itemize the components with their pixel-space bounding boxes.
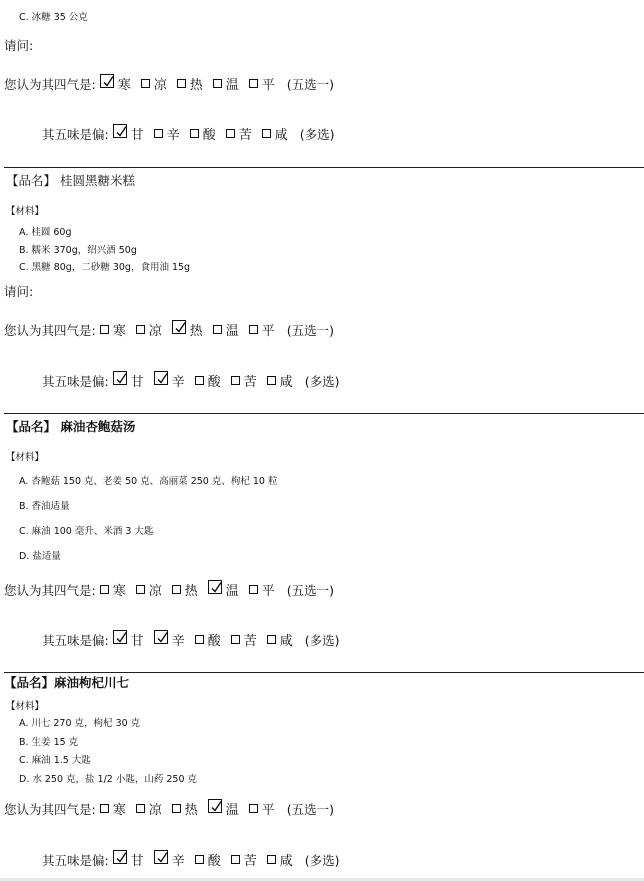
option-label: 辛: [171, 375, 185, 390]
five-flavor-label: 其五味是偏:: [42, 373, 109, 389]
checkbox-option[interactable]: [154, 630, 185, 649]
five-flavor-label: 其五味是偏:: [42, 632, 109, 648]
checkbox-option[interactable]: [231, 850, 257, 869]
option-label: 凉: [148, 803, 162, 818]
option-label: 酸: [202, 128, 216, 143]
unchecked-box-icon[interactable]: [172, 585, 181, 594]
option-label: 寒: [112, 584, 126, 599]
checkbox-option[interactable]: [172, 799, 198, 818]
option-label: 温: [225, 78, 239, 93]
section-divider: [4, 413, 644, 414]
four-qi-label: 您认为其四气是:: [4, 582, 96, 598]
unchecked-box-icon[interactable]: [249, 325, 258, 334]
checkbox-option[interactable]: [249, 74, 275, 93]
four-qi-label: 您认为其四气是:: [4, 322, 96, 338]
checkbox-option[interactable]: [226, 124, 252, 143]
option-label: 热: [189, 324, 203, 339]
option-label: 酸: [207, 634, 221, 649]
checked-box-icon[interactable]: [208, 580, 222, 594]
checked-box-icon[interactable]: [208, 799, 222, 813]
checkbox-option[interactable]: [100, 74, 131, 93]
option-label: 凉: [148, 584, 162, 599]
four-qi-note: (五选一): [286, 801, 335, 817]
option-label: 苦: [238, 128, 252, 143]
checkbox-option[interactable]: [113, 630, 144, 649]
material-item: A. 桂圆 60g: [19, 227, 72, 238]
option-label: 平: [261, 803, 275, 818]
option-label: 热: [184, 803, 198, 818]
materials-label: 【材料】: [6, 206, 45, 217]
checkbox-option[interactable]: [213, 74, 239, 93]
option-label: 辛: [166, 128, 180, 143]
checkbox-option[interactable]: [249, 799, 275, 818]
option-label: 甘: [130, 128, 144, 143]
checked-box-icon[interactable]: [113, 124, 127, 138]
four-qi-row: [4, 580, 334, 599]
option-label: 酸: [207, 375, 221, 390]
checkbox-option[interactable]: [262, 124, 288, 143]
option-label: 酸: [207, 854, 221, 869]
five-flavor-label: 其五味是偏:: [42, 852, 109, 868]
materials-label: 【材料】: [6, 452, 45, 463]
checked-box-icon[interactable]: [113, 630, 127, 644]
unchecked-box-icon[interactable]: [195, 635, 204, 644]
five-flavor-label: 其五味是偏:: [42, 126, 109, 142]
option-label: 凉: [148, 324, 162, 339]
unchecked-box-icon[interactable]: [249, 79, 258, 88]
checkbox-option[interactable]: [154, 124, 180, 143]
unchecked-box-icon[interactable]: [226, 129, 235, 138]
checkbox-option[interactable]: [141, 74, 167, 93]
five-flavor-row: [42, 850, 340, 869]
checkbox-option[interactable]: [195, 630, 221, 649]
unchecked-box-icon[interactable]: [136, 804, 145, 813]
four-qi-label: 您认为其四气是:: [4, 801, 96, 817]
option-label: 平: [261, 78, 275, 93]
option-label: 甘: [130, 634, 144, 649]
checked-box-icon[interactable]: [154, 371, 168, 385]
checkbox-option[interactable]: [100, 799, 126, 818]
four-qi-row: [4, 320, 334, 339]
recipe-title: 【品名】 麻油杏鲍菇汤: [6, 419, 136, 434]
material-item: D. 水 250 克，盐 1/2 小匙，山药 250 克: [19, 774, 198, 785]
unchecked-box-icon[interactable]: [195, 855, 204, 864]
checkbox-option[interactable]: [100, 580, 126, 599]
option-label: 苦: [243, 854, 257, 869]
checkbox-option[interactable]: [154, 850, 185, 869]
recipe-title: 【品名】 桂圆黑糖米糕: [6, 173, 135, 188]
checkbox-option[interactable]: [136, 320, 162, 339]
checkbox-option[interactable]: [208, 580, 239, 599]
four-qi-row: [4, 799, 334, 818]
option-label: 苦: [243, 634, 257, 649]
checkbox-option[interactable]: [113, 850, 144, 869]
checkbox-option[interactable]: [172, 320, 203, 339]
checkbox-option[interactable]: [136, 799, 162, 818]
checkbox-option[interactable]: [136, 580, 162, 599]
unchecked-box-icon[interactable]: [267, 855, 276, 864]
unchecked-box-icon[interactable]: [249, 585, 258, 594]
checkbox-option[interactable]: [100, 320, 126, 339]
five-flavor-note: (多选): [299, 126, 335, 142]
option-label: 热: [184, 584, 198, 599]
checked-box-icon[interactable]: [172, 320, 186, 334]
unchecked-box-icon[interactable]: [136, 585, 145, 594]
option-label: 甘: [130, 854, 144, 869]
unchecked-box-icon[interactable]: [267, 376, 276, 385]
checkbox-option[interactable]: [190, 124, 216, 143]
four-qi-note: (五选一): [286, 582, 335, 598]
option-label: 甘: [130, 375, 144, 390]
option-label: 辛: [171, 854, 185, 869]
material-item: C. 麻油 1.5 大匙: [19, 755, 91, 766]
unchecked-box-icon[interactable]: [267, 635, 276, 644]
unchecked-box-icon[interactable]: [100, 325, 109, 334]
checkbox-option[interactable]: [208, 799, 239, 818]
unchecked-box-icon[interactable]: [190, 129, 199, 138]
option-label: 咸: [279, 854, 293, 869]
five-flavor-note: (多选): [304, 632, 340, 648]
option-label: 咸: [279, 634, 293, 649]
checkbox-option[interactable]: [267, 850, 293, 869]
unchecked-box-icon[interactable]: [249, 804, 258, 813]
option-label: 咸: [274, 128, 288, 143]
four-qi-note: (五选一): [286, 322, 335, 338]
checked-box-icon[interactable]: [154, 630, 168, 644]
option-label: 温: [225, 584, 239, 599]
option-label: 咸: [279, 375, 293, 390]
unchecked-box-icon[interactable]: [141, 79, 150, 88]
checkbox-option[interactable]: [267, 630, 293, 649]
material-item: B. 生姜 15 克: [19, 737, 79, 748]
checkbox-option[interactable]: [249, 320, 275, 339]
option-label: 苦: [243, 375, 257, 390]
five-flavor-row: [42, 371, 340, 390]
checkbox-option[interactable]: [177, 74, 203, 93]
option-label: 辛: [171, 634, 185, 649]
checkbox-option[interactable]: [172, 580, 198, 599]
checkbox-option[interactable]: [195, 371, 221, 390]
unchecked-box-icon[interactable]: [195, 376, 204, 385]
unchecked-box-icon[interactable]: [177, 79, 186, 88]
unchecked-box-icon[interactable]: [154, 129, 163, 138]
checked-box-icon[interactable]: [113, 850, 127, 864]
material-item: C. 黑糖 80g，二砂糖 30g，食用油 15g: [19, 262, 191, 273]
checkbox-option[interactable]: [195, 850, 221, 869]
option-label: 寒: [117, 78, 131, 93]
option-label: 寒: [112, 324, 126, 339]
unchecked-box-icon[interactable]: [231, 635, 240, 644]
unchecked-box-icon[interactable]: [172, 804, 181, 813]
unchecked-box-icon[interactable]: [100, 585, 109, 594]
unchecked-box-icon[interactable]: [213, 79, 222, 88]
option-label: 寒: [112, 803, 126, 818]
checkbox-option[interactable]: [231, 630, 257, 649]
section-divider: [4, 167, 644, 168]
option-label: 平: [261, 324, 275, 339]
checkbox-option[interactable]: [154, 371, 185, 390]
four-qi-row: [4, 74, 334, 93]
checked-box-icon[interactable]: [100, 74, 114, 88]
material-item: A. 川七 270 克，枸杞 30 克: [19, 718, 141, 729]
checkbox-option[interactable]: [113, 371, 144, 390]
recipe-title: 【品名】麻油枸杞川七: [4, 675, 130, 690]
material-item: C. 麻油 100 毫升、米酒 3 大匙: [19, 526, 154, 537]
five-flavor-row: [42, 630, 340, 649]
option-label: 热: [189, 78, 203, 93]
question-label: 请问:: [4, 284, 34, 299]
four-qi-note: (五选一): [286, 76, 335, 92]
checkbox-option[interactable]: [113, 124, 144, 143]
checkbox-option[interactable]: [267, 371, 293, 390]
checked-box-icon[interactable]: [154, 850, 168, 864]
option-label: 温: [225, 803, 239, 818]
unchecked-box-icon[interactable]: [262, 129, 271, 138]
material-item: B. 糯米 370g，绍兴酒 50g: [19, 245, 137, 256]
unchecked-box-icon[interactable]: [231, 376, 240, 385]
checkbox-option[interactable]: [249, 580, 275, 599]
unchecked-box-icon[interactable]: [100, 804, 109, 813]
unchecked-box-icon[interactable]: [231, 855, 240, 864]
checkbox-option[interactable]: [231, 371, 257, 390]
option-label: 温: [225, 324, 239, 339]
material-item: D. 盐适量: [19, 551, 61, 562]
option-label: 凉: [153, 78, 167, 93]
four-qi-label: 您认为其四气是:: [4, 76, 96, 92]
unchecked-box-icon[interactable]: [213, 325, 222, 334]
unchecked-box-icon[interactable]: [136, 325, 145, 334]
checked-box-icon[interactable]: [113, 371, 127, 385]
five-flavor-note: (多选): [304, 373, 340, 389]
material-item: A. 杏鲍菇 150 克、老姜 50 克、高丽菜 250 克、枸杞 10 粒: [19, 476, 278, 487]
prev-material-c: C. 冰糖 35 公克: [19, 12, 88, 23]
five-flavor-row: [42, 124, 335, 143]
question-label: 请问:: [4, 38, 34, 53]
checkbox-option[interactable]: [213, 320, 239, 339]
option-label: 平: [261, 584, 275, 599]
material-item: B. 香油适量: [19, 501, 70, 512]
five-flavor-note: (多选): [304, 852, 340, 868]
materials-label: 【材料】: [6, 701, 45, 712]
